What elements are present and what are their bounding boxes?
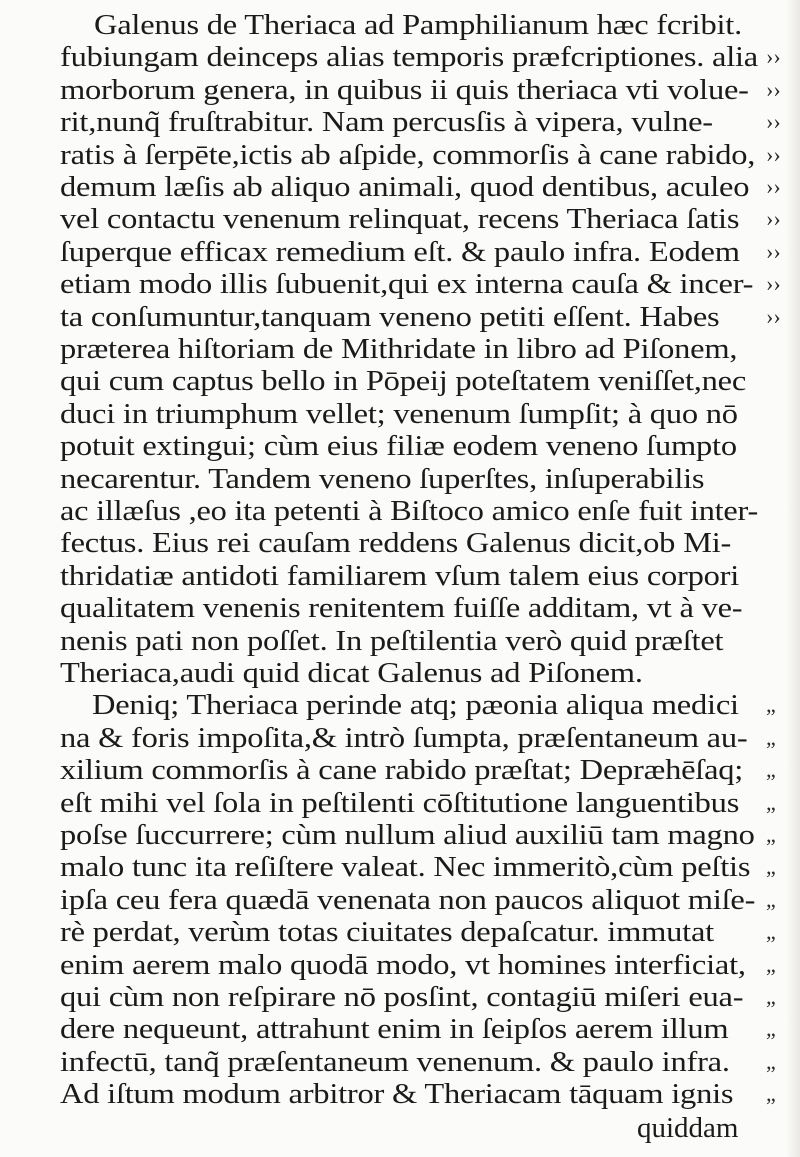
text-line: malo tunc ita reſiſtere valeat. Nec immeritò,cùm peſtis: [60, 851, 751, 884]
text-line: ta conſumuntur,tanquam veneno petiti eſſent. Habes: [60, 300, 720, 333]
text-line: qui cum captus bello in Pōpeij poteſtatem veniſſet,nec: [60, 365, 747, 398]
catchword: quiddam: [637, 1112, 739, 1144]
margin-quote-mark: ››: [766, 303, 781, 329]
margin-quote-mark: „: [766, 984, 776, 1009]
text-line: Ad iſtum modum arbitror & Theriacam tāquam ignis: [60, 1078, 734, 1111]
margin-quote-mark: ››: [766, 271, 781, 297]
text-line: xilium commorſis à cane rabido præſtat; Depræhēſaq;: [60, 754, 744, 787]
margin-quote-mark: „: [766, 724, 776, 750]
text-line: etiam modo illis ſubuenit,qui ex interna cauſa & incer-: [60, 268, 754, 301]
text-line: ipſa ceu fera quædā venenata non paucos aliquot miſe-: [60, 883, 756, 916]
margin-quote-mark: „: [766, 789, 776, 815]
text-line: nenis pati non poſſet. In peſtilentia verò quid præſtet: [60, 624, 724, 657]
margin-quote-mark: „: [766, 919, 776, 945]
text-line: thridatiæ antidoti familiarem vſum talem eius corpori: [60, 559, 740, 592]
text-line: potuit extingui; cùm eius filiæ eodem veneno ſumpto: [60, 430, 737, 463]
text-line: qui cùm non reſpirare nō posſint, contagiū miſeri eua-: [60, 981, 744, 1013]
text-line: demum læſis ab aliquo animali, quod dentibus, aculeo: [60, 171, 750, 203]
margin-quote-mark: „: [766, 692, 776, 718]
margin-quote-mark: ››: [766, 44, 781, 70]
text-line: rit,nunq̃ fruſtrabitur. Nam percusſis à vipera, vulne-: [60, 106, 713, 139]
text-line: Galenus de Theriaca ad Pamphilianum hæc fcribit.: [94, 9, 742, 41]
margin-quote-mark: „: [766, 1048, 776, 1074]
text-line: qualitatem venenis renitentem fuiſſe additam, vt à ve-: [60, 592, 743, 625]
text-line: na & foris impoſita,& intrò ſumpta, præſentaneum au-: [60, 721, 748, 754]
margin-quote-mark: ››: [766, 76, 781, 102]
text-line: vel contactu venenum relinquat, recens Theriaca ſatis: [60, 203, 740, 236]
text-line: fectus. Eius rei cauſam reddens Galenus dicit,ob Mi-: [60, 527, 732, 560]
margin-quote-mark: ››: [766, 141, 781, 167]
text-line: eſt mihi vel ſola in peſtilenti cōſtitutione languentibus: [60, 786, 740, 819]
text-line: ac illæſus ,eo ita petenti à Biſtoco amico enſe fuit inter-: [60, 495, 758, 527]
text-line: ratis à ſerpēte,ictis ab aſpide, commorſis à cane rabido,: [60, 138, 756, 171]
margin-quote-mark: „: [766, 886, 776, 912]
text-line: Deniq; Theriaca perinde atq; pæonia aliqua medici: [92, 689, 739, 722]
margin-quote-mark: „: [766, 822, 776, 847]
margin-quote-mark: ››: [766, 109, 781, 135]
text-line: necarentur. Tandem veneno ſuperſtes, inſuperabilis: [60, 462, 705, 495]
margin-quote-mark: ››: [766, 174, 781, 199]
text-line: poſse ſuccurrere; cùm nullum aliud auxiliū tam magno: [60, 819, 755, 851]
text-line: dere nequeunt, attrahunt enim in ſeipſos aerem illum: [60, 1013, 729, 1046]
text-line: morborum genera, in quibus ii quis theriaca vti volue-: [60, 73, 749, 106]
text-line: enim aerem malo quodā modo, vt homines interficiat,: [60, 948, 746, 981]
margin-quote-mark: „: [766, 951, 776, 977]
text-line: ſuperque efficax remedium eſt. & paulo infra. Eodem: [60, 235, 740, 268]
margin-quote-mark: ››: [766, 206, 781, 232]
margin-quote-mark: „: [766, 1081, 776, 1107]
margin-quote-mark: ››: [766, 238, 781, 264]
text-line: fubiungam deinceps alias temporis præfcriptiones. alia: [60, 41, 758, 74]
text-line: rè perdat, verùm totas ciuitates depaſcatur. immutat: [60, 916, 714, 949]
text-line: infectū, tanq̃ præſentaneum venenum. & paulo infra.: [60, 1045, 730, 1078]
margin-quote-mark: „: [766, 854, 776, 880]
margin-quote-mark: „: [766, 1016, 776, 1042]
text-line: præterea hiſtoriam de Mithridate in libro ad Piſonem,: [60, 333, 738, 365]
margin-quote-mark: „: [766, 757, 776, 783]
text-line: duci in triumphum vellet; venenum ſumpſit; à quo nō: [60, 397, 738, 430]
text-line: Theriaca,audi quid dicat Galenus ad Piſonem.: [60, 657, 643, 689]
